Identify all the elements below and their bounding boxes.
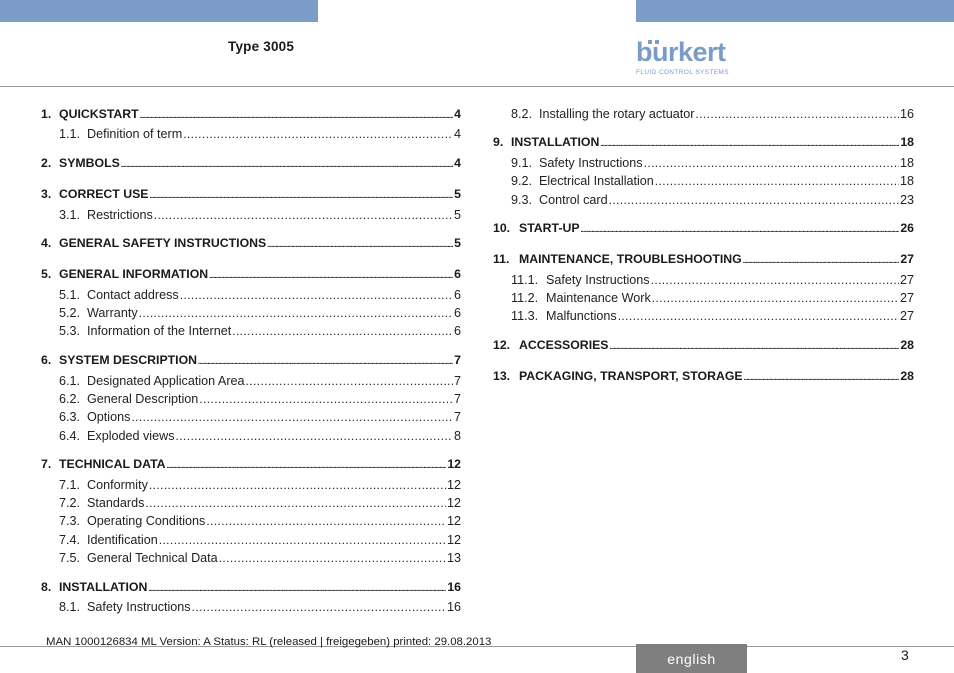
- toc-leader-dots: [695, 107, 899, 121]
- toc-entry-title: Definition of term: [87, 127, 183, 141]
- toc-entry-number: 8.2.: [511, 107, 533, 121]
- toc-entry-page: 12: [447, 457, 461, 471]
- toc-entry-page: 18: [900, 135, 914, 149]
- toc-entry-page: 12: [446, 496, 461, 510]
- toc-entry-page: 5: [454, 187, 461, 201]
- toc-section-entry[interactable]: [493, 174, 914, 190]
- toc-entry-page: 5: [453, 208, 461, 222]
- toc-entry-number: 1.: [41, 107, 52, 121]
- toc-chapter-entry[interactable]: [41, 156, 461, 172]
- toc-entry-title: Contact address: [87, 288, 179, 302]
- toc-chapter-entry[interactable]: [493, 135, 914, 151]
- toc-entry-number: 9.2.: [511, 174, 533, 188]
- toc-entry-title: GENERAL SAFETY INSTRUCTIONS: [59, 236, 267, 250]
- toc-entry-title: Installing the rotary actuator: [539, 107, 695, 121]
- toc-section-entry[interactable]: [493, 273, 914, 289]
- toc-entry-title: Information of the Internet: [87, 324, 232, 338]
- toc-section-entry[interactable]: [493, 309, 914, 325]
- toc-section-entry[interactable]: [41, 496, 461, 512]
- header-bar-left: [0, 0, 318, 22]
- toc-entry-number: 11.2.: [511, 291, 539, 305]
- toc-section-entry[interactable]: [41, 478, 461, 494]
- toc-leader-dots: [206, 514, 446, 528]
- toc-entry-title: Electrical Installation: [539, 174, 654, 188]
- toc-section-entry[interactable]: [41, 392, 461, 408]
- toc-leader-dots: [246, 374, 453, 388]
- toc-entry-number: 7.: [41, 457, 52, 471]
- toc-entry-number: 4.: [41, 236, 52, 250]
- toc-leader-dots: [140, 113, 453, 120]
- toc-leader-dots: [609, 193, 899, 207]
- toc-leader-dots: [744, 375, 900, 382]
- toc-leader-dots: [180, 288, 453, 302]
- toc-entry-number: 13.: [493, 369, 511, 383]
- toc-entry-number: 6.4.: [59, 429, 81, 443]
- toc-entry-page: 28: [900, 338, 914, 352]
- toc-entry-title: Conformity: [87, 478, 148, 492]
- toc-entry-title: MAINTENANCE, TROUBLESHOOTING: [519, 252, 742, 266]
- burkert-logo: [636, 37, 732, 78]
- toc-leader-dots: [198, 359, 453, 366]
- toc-leader-dots: [131, 410, 453, 424]
- toc-entry-title: Malfunctions: [546, 309, 617, 323]
- toc-leader-dots: [644, 156, 899, 170]
- toc-entry-page: 27: [899, 291, 914, 305]
- toc-section-entry[interactable]: [493, 291, 914, 307]
- toc-leader-dots: [655, 174, 899, 188]
- toc-entry-title: GENERAL INFORMATION: [59, 267, 209, 281]
- toc-entry-title: Safety Instructions: [546, 273, 650, 287]
- toc-entry-number: 11.3.: [511, 309, 539, 323]
- toc-leader-dots: [167, 463, 447, 470]
- toc-leader-dots: [618, 309, 899, 323]
- toc-entry-title: TECHNICAL DATA: [59, 457, 166, 471]
- toc-leader-dots: [183, 127, 453, 141]
- toc-entry-number: 7.4.: [59, 533, 81, 547]
- toc-entry-number: 6.3.: [59, 410, 81, 424]
- toc-entry-number: 3.1.: [59, 208, 81, 222]
- toc-leader-dots: [581, 227, 900, 234]
- toc-entry-page: 12: [446, 478, 461, 492]
- toc-entry-number: 9.3.: [511, 193, 533, 207]
- toc-entry-title: START-UP: [519, 221, 580, 235]
- toc-entry-page: 27: [899, 309, 914, 323]
- toc-entry-number: 8.: [41, 580, 52, 594]
- toc-entry-page: 4: [454, 156, 461, 170]
- toc-entry-title: CORRECT USE: [59, 187, 149, 201]
- toc-chapter-entry[interactable]: [41, 353, 461, 369]
- toc-entry-number: 5.1.: [59, 288, 81, 302]
- toc-leader-dots: [600, 141, 899, 148]
- toc-leader-dots: [149, 478, 446, 492]
- toc-entry-title: General Technical Data: [87, 551, 218, 565]
- toc-entry-title: Options: [87, 410, 131, 424]
- toc-entry-title: INSTALLATION: [511, 135, 600, 149]
- toc-chapter-entry[interactable]: [41, 580, 461, 596]
- toc-entry-number: 1.1.: [59, 127, 81, 141]
- toc-entry-number: 12.: [493, 338, 511, 352]
- toc-entry-title: SYSTEM DESCRIPTION: [59, 353, 198, 367]
- toc-leader-dots: [209, 273, 453, 280]
- toc-entry-title: ACCESSORIES: [519, 338, 609, 352]
- toc-entry-page: 6: [453, 288, 461, 302]
- toc-entry-page: 7: [453, 410, 461, 424]
- toc-entry-title: Standards: [87, 496, 145, 510]
- toc-chapter-entry[interactable]: [41, 236, 461, 252]
- toc-entry-number: 11.: [493, 252, 510, 266]
- toc-entry-page: 16: [447, 580, 461, 594]
- toc-entry-number: 6.: [41, 353, 52, 367]
- toc-entry-number: 7.3.: [59, 514, 81, 528]
- toc-chapter-entry[interactable]: [41, 267, 461, 283]
- toc-entry-page: 13: [446, 551, 461, 565]
- toc-entry-page: 5: [454, 236, 461, 250]
- document-meta: MAN 1000126834 ML Version: A Status: RL (released | freigegeben) printed: 29.08.2013: [46, 636, 492, 648]
- toc-entry-title: Identification: [87, 533, 158, 547]
- toc-entry-title: Control card: [539, 193, 608, 207]
- toc-entry-number: 6.1.: [59, 374, 81, 388]
- toc-entry-page: 4: [453, 127, 461, 141]
- toc-leader-dots: [743, 258, 900, 265]
- toc-entry-number: 2.: [41, 156, 52, 170]
- toc-entry-title: Maintenance Work: [546, 291, 651, 305]
- toc-entry-page: 12: [446, 514, 461, 528]
- toc-section-entry[interactable]: [41, 551, 461, 567]
- toc-entry-number: 8.1.: [59, 600, 81, 614]
- toc-leader-dots: [176, 429, 453, 443]
- toc-leader-dots: [267, 242, 453, 249]
- toc-chapter-entry[interactable]: [493, 369, 914, 385]
- toc-entry-title: Safety Instructions: [87, 600, 191, 614]
- toc-chapter-entry[interactable]: [493, 252, 914, 268]
- toc-entry-page: 6: [454, 267, 461, 281]
- toc-entry-number: 5.3.: [59, 324, 81, 338]
- toc-leader-dots: [192, 600, 446, 614]
- toc-entry-page: 27: [899, 273, 914, 287]
- toc-section-entry[interactable]: [41, 324, 461, 340]
- toc-entry-page: 8: [453, 429, 461, 443]
- toc-entry-number: 6.2.: [59, 392, 81, 406]
- header-divider: [0, 86, 954, 87]
- toc-entry-page: 26: [900, 221, 914, 235]
- toc-section-entry[interactable]: [41, 127, 461, 143]
- toc-entry-page: 16: [446, 600, 461, 614]
- document-type-title: Type 3005: [228, 39, 295, 54]
- toc-entry-number: 5.2.: [59, 306, 81, 320]
- toc-section-entry[interactable]: [41, 288, 461, 304]
- toc-section-entry[interactable]: [41, 533, 461, 549]
- toc-entry-title: Restrictions: [87, 208, 153, 222]
- toc-section-entry[interactable]: [41, 208, 461, 224]
- toc-entry-page: 12: [446, 533, 461, 547]
- toc-chapter-entry[interactable]: [41, 187, 461, 203]
- toc-entry-number: 7.2.: [59, 496, 81, 510]
- toc-section-entry[interactable]: [493, 156, 914, 172]
- toc-leader-dots: [232, 324, 453, 338]
- toc-entry-page: 16: [899, 107, 914, 121]
- toc-entry-title: QUICKSTART: [59, 107, 139, 121]
- toc-section-entry[interactable]: [41, 306, 461, 322]
- logo-tagline: FLUID CONTROL SYSTEMS: [636, 69, 730, 76]
- toc-leader-dots: [139, 306, 453, 320]
- toc-entry-number: 11.1.: [511, 273, 539, 287]
- toc-entry-title: Designated Application Area: [87, 374, 245, 388]
- toc-leader-dots: [651, 273, 899, 287]
- toc-chapter-entry[interactable]: [493, 338, 914, 354]
- toc-entry-title: Warranty: [87, 306, 138, 320]
- toc-entry-page: 6: [453, 324, 461, 338]
- toc-section-entry[interactable]: [41, 374, 461, 390]
- toc-entry-number: 10.: [493, 221, 511, 235]
- toc-entry-number: 3.: [41, 187, 52, 201]
- toc-entry-page: 7: [453, 374, 461, 388]
- toc-entry-page: 7: [454, 353, 461, 367]
- toc-leader-dots: [150, 193, 454, 200]
- toc-entry-number: 9.1.: [511, 156, 533, 170]
- toc-leader-dots: [159, 533, 446, 547]
- toc-leader-dots: [652, 291, 899, 305]
- toc-entry-page: 18: [899, 156, 914, 170]
- toc-chapter-entry[interactable]: [493, 221, 914, 237]
- toc-section-entry[interactable]: [41, 514, 461, 530]
- toc-leader-dots: [148, 586, 446, 593]
- toc-entry-title: Safety Instructions: [539, 156, 643, 170]
- toc-entry-number: 7.1.: [59, 478, 81, 492]
- toc-entry-number: 5.: [41, 267, 52, 281]
- toc-entry-page: 28: [900, 369, 914, 383]
- toc-entry-title: SYMBOLS: [59, 156, 120, 170]
- toc-section-entry[interactable]: [493, 107, 914, 123]
- toc-entry-page: 27: [900, 252, 914, 266]
- toc-leader-dots: [154, 208, 453, 222]
- logo-wordmark: burkert: [636, 37, 726, 67]
- header-bar-right: [636, 0, 954, 22]
- toc-leader-dots: [121, 162, 453, 169]
- toc-entry-title: Exploded views: [87, 429, 175, 443]
- toc-entry-title: Operating Conditions: [87, 514, 206, 528]
- toc-entry-title: INSTALLATION: [59, 580, 148, 594]
- toc-section-entry[interactable]: [41, 410, 461, 426]
- toc-entry-page: 7: [453, 392, 461, 406]
- toc-entry-page: 4: [454, 107, 461, 121]
- toc-leader-dots: [219, 551, 446, 565]
- toc-section-entry[interactable]: [493, 193, 914, 209]
- toc-leader-dots: [610, 344, 900, 351]
- toc-entry-page: 18: [899, 174, 914, 188]
- toc-entry-title: General Description: [87, 392, 199, 406]
- toc-chapter-entry[interactable]: [41, 457, 461, 473]
- toc-chapter-entry[interactable]: [41, 107, 461, 123]
- toc-entry-title: PACKAGING, TRANSPORT, STORAGE: [519, 369, 743, 383]
- toc-section-entry[interactable]: [41, 429, 461, 445]
- toc-entry-page: 23: [899, 193, 914, 207]
- toc-entry-number: 7.5.: [59, 551, 81, 565]
- toc-section-entry[interactable]: [41, 600, 461, 616]
- language-tab[interactable]: english: [636, 644, 747, 673]
- toc-leader-dots: [199, 392, 453, 406]
- toc-leader-dots: [145, 496, 446, 510]
- page-number: 3: [901, 647, 909, 663]
- toc-entry-number: 9.: [493, 135, 504, 149]
- toc-entry-page: 6: [453, 306, 461, 320]
